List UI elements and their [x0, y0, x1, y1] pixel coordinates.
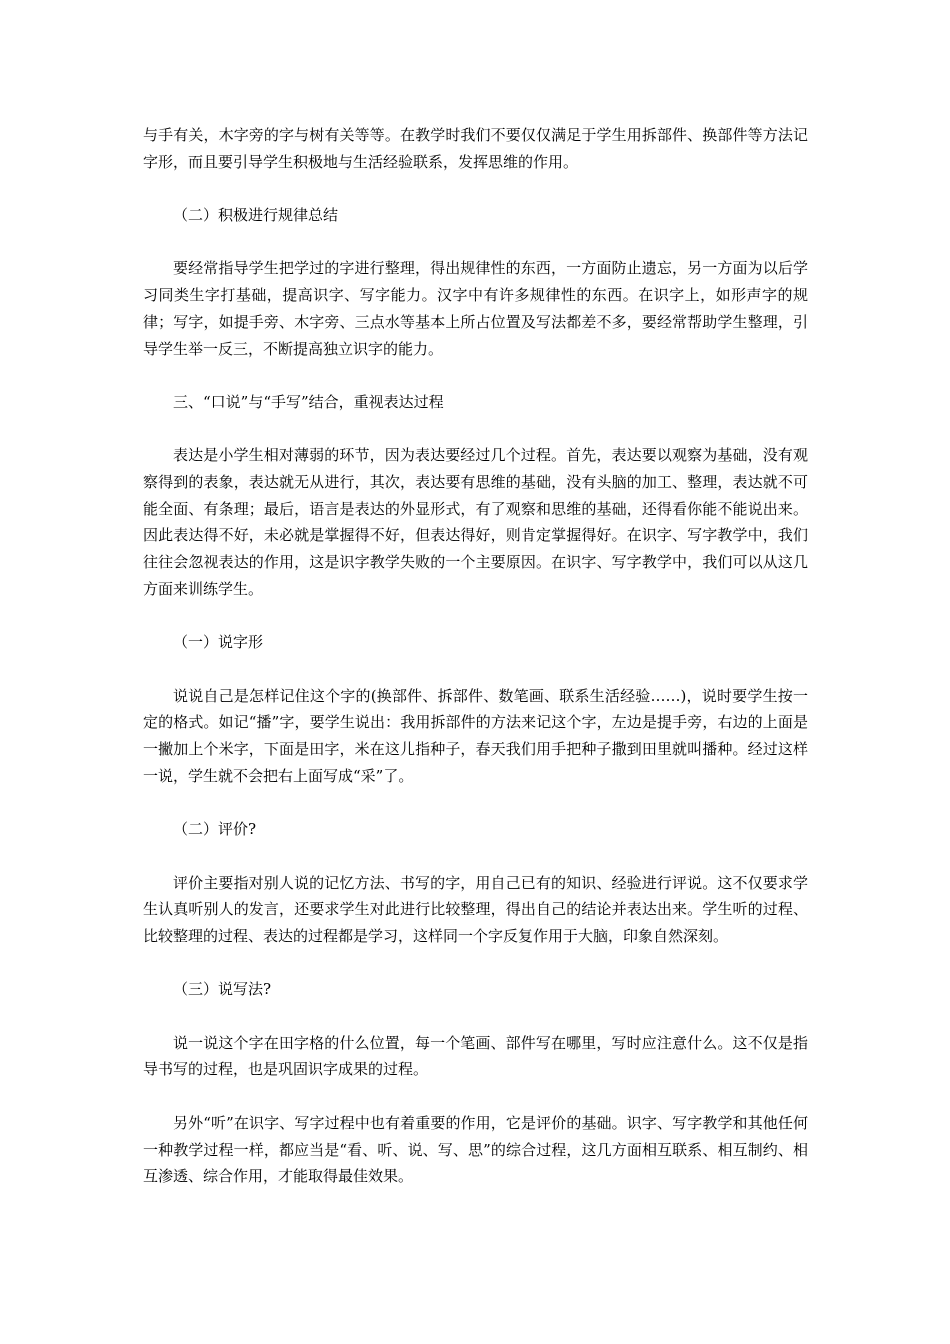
- paragraph: 要经常指导学生把学过的字进行整理，得出规律性的东西，一方面防止遗忘，另一方面为以后学习同类生字打基础，提高识字、写字能力。汉字中有许多规律性的东西。在识字上，如形声字的规律；写字，如提手旁、木字旁、三点水等基本上所占位置及写法都差不多，要经常帮助学生整理，引导学生举一反三，不断提高独立识字的能力。: [143, 259, 808, 358]
- paragraph: 评价主要指对别人说的记忆方法、书写的字，用自己已有的知识、经验进行评说。这不仅要求学生认真听别人的发言，还要求学生对此进行比较整理，得出自己的结论并表达出来。学生听的过程、比较整理的过程、表达的过程都是学习，这样同一个字反复作用于大脑，印象自然深刻。: [143, 873, 808, 945]
- paragraph: 说说自己是怎样记住这个字的(换部件、拆部件、数笔画、联系生活经验……)，说时要学生按一定的格式。如记“播”字，要学生说出：我用拆部件的方法来记这个字，左边是提手旁，右边的上面是一撇加上个米字，下面是田字，米在这儿指种子，春天我们用手把种子撒到田里就叫播种。经过这样一说，学生就不会把右上面写成“采”了。: [143, 686, 808, 785]
- paragraph-spacer: [143, 603, 808, 630]
- paragraph-spacer: [143, 229, 808, 256]
- paragraph-spacer: [143, 416, 808, 443]
- paragraph-spacer: [143, 1083, 808, 1110]
- document-body: [143, 122, 808, 1190]
- paragraph-spacer: [143, 656, 808, 683]
- section-heading: 三、“口说”与“手写”结合，重视表达过程: [173, 392, 444, 411]
- paragraph-spacer: [143, 789, 808, 816]
- paragraph-spacer: [143, 1003, 808, 1030]
- paragraph-spacer: [143, 950, 808, 977]
- paragraph: 另外“听”在识字、写字过程中也有着重要的作用，它是评价的基础。识字、写字教学和其他任何一种教学过程一样，都应当是“看、听、说、写、思”的综合过程，这几方面相互联系、相互制约、相互渗透、综合作用，才能取得最佳效果。: [143, 1113, 808, 1186]
- paragraph-spacer: [143, 175, 808, 202]
- section-heading: （二）评价?: [173, 820, 257, 839]
- section-heading: （三）说写法?: [173, 980, 272, 999]
- section-heading: （二）积极进行规律总结: [173, 206, 339, 225]
- paragraph: 与手有关，木字旁的字与树有关等等。在教学时我们不要仅仅满足于学生用拆部件、换部件等方法记字形，而且要引导学生积极地与生活经验联系，发挥思维的作用。: [143, 126, 808, 171]
- paragraph: 表达是小学生相对薄弱的环节，因为表达要经过几个过程。首先，表达要以观察为基础，没有观察得到的表象，表达就无从进行，其次，表达要有思维的基础，没有头脑的加工、整理，表达就不可能全面、有条理；最后，语言是表达的外显形式，有了观察和思维的基础，还得看你能不能说出来。因此表达得不好，未必就是掌握得不好，但表达得好，则肯定掌握得好。在识字、写字教学中，我们往往会忽视表达的作用，这是识字教学失败的一个主要原因。在识字、写字教学中，我们可以从这几方面来训练学生。: [143, 446, 808, 598]
- paragraph-spacer: [143, 362, 808, 389]
- paragraph-spacer: [143, 843, 808, 870]
- section-heading: （一）说字形: [173, 633, 264, 652]
- paragraph: 说一说这个字在田字格的什么位置，每一个笔画、部件写在哪里，写时应注意什么。这不仅是指导书写的过程，也是巩固识字成果的过程。: [143, 1033, 808, 1079]
